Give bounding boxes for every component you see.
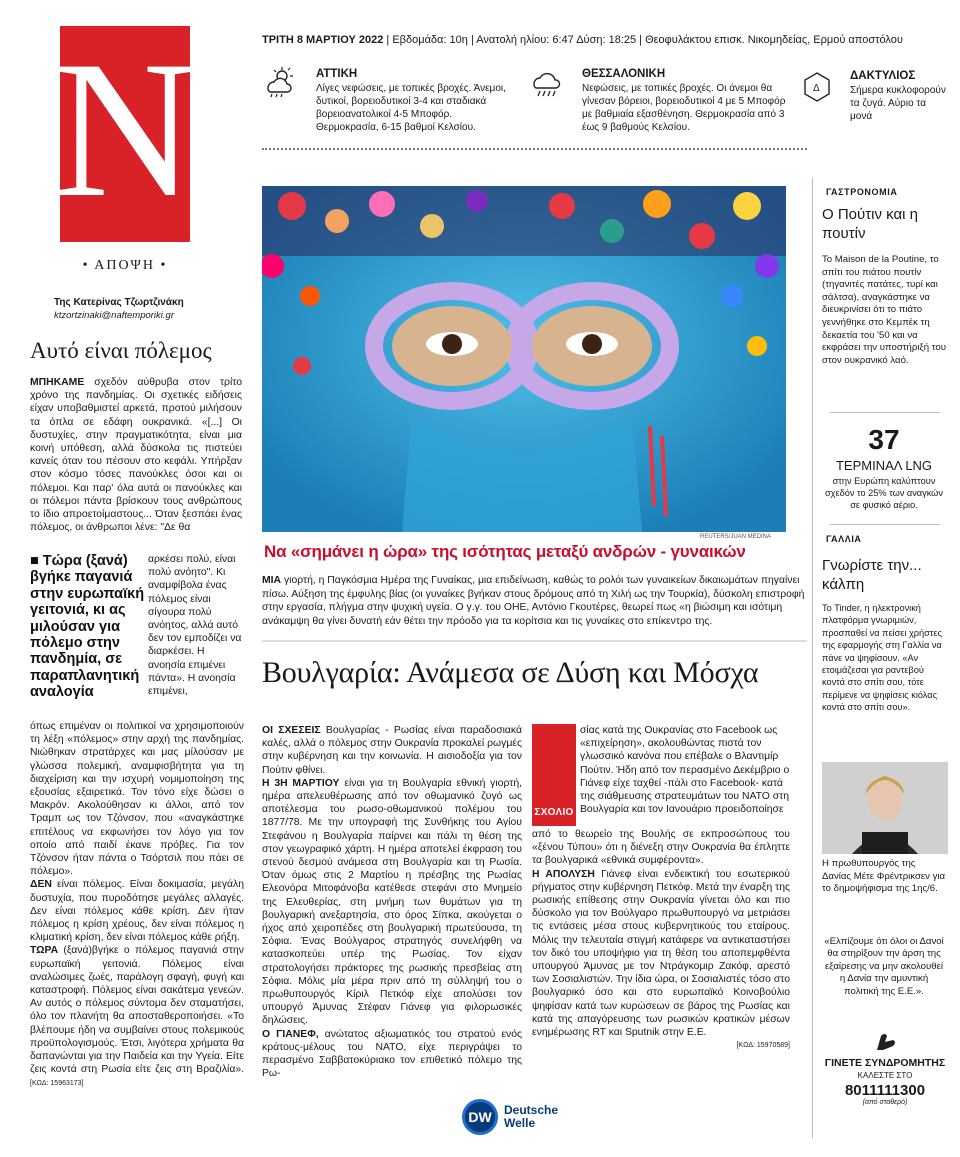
stat-number: 37 <box>868 424 900 455</box>
article-ref-code: [ΚΩΔ: 15970589] <box>736 1042 790 1050</box>
paragraph: όπως επιμέναν οι πολιτικοί να χρησιμοποιούν τη λέξη «πόλεμος» στην αρχή της πανδημίας. Νιώθηκαν στρατάρχες και μας μίλούσαν με γλώσσα πολεμική, αναμφισβήτητα για τη διαχείριση και την ισχυρή νομιμοποίηση της εξουσίας εξαιρετικά. Τον τόνο είχε δώσει ο Μακρόν. Ακολούθησαν κι άλλοι, από τον Τραμπ ως τον Τζόνσον, που «αναγκάστηκε επιτέλους να εκφωνήσει τον λόγο για τον οποίο από παιδί έκανε πρόβες. Για τον Τζόνσον ήταν πάντα ο Τσόρτσιλ που πάει σε πόλεμο». <box>30 721 244 878</box>
opinion-body-part-1 <box>30 376 242 534</box>
date: ΤΡΙΤΗ 8 ΜΑΡΤΙΟΥ 2022 <box>262 34 384 46</box>
masked-woman-illustration <box>262 186 786 532</box>
gastronomy-title[interactable]: Ο Πούτιν και η πουτίν <box>822 206 918 242</box>
prime-minister-photo <box>822 762 948 854</box>
lead-caps: ΜΠΗΚΑΜΕ <box>30 377 85 388</box>
opinion-body-part-3 <box>30 720 244 1091</box>
weather-forecast-text: Νεφώσεις, με τοπικές βροχές. Οι άνεμοι θα γίνεσαν βόρειοι, βορειοδυτικοί 4 με 5 Μποφόρ με βαθμιαία εξασθένηση. Θερμοκρασία από 3 έως 9 βαθμούς Κελσίου. <box>582 83 786 133</box>
author-email[interactable]: ktzortzinaki@naftemporiki.gr <box>54 310 174 321</box>
ring-road-text: Σήμερα κυκλοφορούν τα ζυγά. Αύριο τα μονά <box>850 85 946 122</box>
dw-line-1: Deutsche <box>504 1103 559 1117</box>
phone-hand-icon <box>871 1030 899 1052</box>
portrait-illustration <box>822 762 948 854</box>
subscription-box[interactable] <box>822 1030 948 1134</box>
dw-wordmark <box>504 1104 558 1130</box>
ring-badge-icon <box>800 70 834 104</box>
sidebar-divider <box>812 178 813 1138</box>
paragraph: σχεδόν αύθρυβα στον τρίτο χρόνο της πανδημίας. Οι σχετικές ειδήσεις είχαν υποβαθμιστεί αρκετά, προτού μιλήσουν τα όπλα σε εδάφη ουκρανικά. «[...] Οι δυστυχίες, στην πραγματικότητα, είναι μια κοινή υπόθεση, αλλά δύσκολα τις πιστεύει κανείς όταν του πέσουν στο κεφάλι. Υπήρξαν στον κόσμο τόσες πανούκλες όσοι και οι πόλεμοι. Και παρ' όλα αυτά οι πανούκλες και οι πόλεμοι πάντα βρίσκουν τους ανθρώπους το ίδιο απροετοίμαστους... Όταν ξεσπάει ένας πόλεμος, οι άνθρωποι λένε: "Δε θα <box>30 377 242 534</box>
paragraph: είναι πόλεμος. Είναι δοκιμασία, μεγάλη δυστυχία, που πυροδότησε μεγάλες αλλαγές. Δεν είναι πόλεμος κάθε κρίση. Δεν ήταν πόλεμος η κρίση χρέους, δεν είναι πόλεμος η κλιματική κρίση, δεν είναι πόλεμος κάθε ρήξη. <box>30 879 244 944</box>
lead-caps: ΤΩΡΑ <box>30 945 59 957</box>
paragraph: από το θεωρείο της Βουλής σε εκπροσώπους του «ξένου Τύπου» ότι η διένεξη στην Ουκρανία θα έπληττε τα βουλγαρικά «εθνικά συμφέροντα». <box>532 829 790 867</box>
lead-caps: Η 3Η ΜΑΡΤΙΟΥ <box>262 777 340 789</box>
dw-line-2: Welle <box>504 1116 536 1130</box>
lead-caps: ΔΕΝ <box>30 879 52 891</box>
stat-title: ΤΕΡΜΙΝΑΛ LNG <box>835 458 933 473</box>
opinion-title: Αυτό είναι πόλεμος <box>30 338 212 363</box>
ring-road-title: ΔΑΚΤΥΛΙΟΣ <box>850 70 916 82</box>
weather-forecast-text: Λίγες νεφώσεις, με τοπικές βροχές. Άνεμοι, δυτικοί, βορειοδυτικοί 3-4 και σταδιακά βορειοανατολικοί 4-5 Μποφόρ. Θερμοκρασία, 6-15 βαθμοί Κελσίου. <box>316 83 506 133</box>
weather-region-title: ΘΕΣΣΑΛΟΝΙΚΗ <box>582 68 666 80</box>
main-article-col-2-top <box>580 724 790 816</box>
divider <box>262 640 807 642</box>
week-number: Εβδομάδα: 10η <box>392 34 468 46</box>
lead-caps: ΜΙΑ <box>262 575 282 586</box>
logo-letter: N <box>54 21 196 238</box>
paragraph: σίας κατά της Ουκρανίας στο Facebook ως «επιχείρηση», ακολουθώντας πιστά τον γλωσσικό κανόνα που επέβαλε ο Βλαντιμίρ Πούτιν. Ήδη από τον περασμένο Δεκέμβριο ο Γιάνεφ είχε ταχθεί -πάλι στο Facebook- κατά της σιάθμευσης στρατευμάτων του ΝΑΤΟ στη Βουλγαρία και τον Ιανουάριο προειδοποίησε <box>580 725 790 816</box>
main-article-col-1 <box>262 724 522 1080</box>
paragraph: είναι για τη Βουλγαρία εθνική γιορτή, ημέρα απελευθέρωσης από τον οθωμανικό ζυγό ως αποτέλεσμα του ρωσο-οθωμανικού πολέμου του 1877/78. Με την υπογραφή της Συνθήκης του Αγίου Στεφάνου η Βουλγαρία παίρνει και πάλι τη θέση της στον γεωγραφικό χάρτη. Η ημέρα αποτελεί έκφραση του στενού δεσμού ανάμεσα στη Βουλγαρία και τη Ρωσία. Όταν όμως στις 2 Μαρτίου η πρέσβης της Ρωσίας Ελεονόρα Μιτοφάνοβα κατέθεσε στεφάνι στο Μνημείο της Ελευθερίας, στη μνήμη των θυμάτων για τη βουλγαρική ανεξαρτησία, στο όρος Σίπκα, ακούγεται ο ήχος από χειροπέδες στη βουλγαρική πρωτεύουσα, τη Σόφια. Ένας Βούλγαρος στρατηγός συνελήφθη να κατασκοπεύει υπέρ της Ρωσίας. Τον είχαν στρατολογήσει πράκτορες της ρωσικής πρεσβείας στη Σόφια. Μόλις μία μέρα πριν από τη σύλληψή του ο πρωθυπουργός Κίριλ Πετκόφ είχε απολύσει τον υπουργό Άμυνας Στέφαν Γιάνεφ για φιλορωσικές δηλώσεις. <box>262 777 522 1027</box>
opinion-body-part-2 <box>148 553 244 698</box>
svg-text:Δ: Δ <box>813 83 820 94</box>
quote-text: «Ελπίζουμε ότι όλοι οι Δανοί θα στηρίξουν την άρση της εξαίρεσης να μην ακολουθεί η Δανία την αμυντική πολιτική της Ε.Ε.». <box>824 936 944 997</box>
gastronomy-text: Το Maison de la Poutine, το σπίτι του πιάτου πουτίν (τηγανιτές πατάτες, τυρί και σάλτσα), αναγκάστηκε να διευκρινίσει ότι το πιάτο γεννήθηκε στο Κεμπέκ τη δεκαετία του '50 και να εκφράσει την υποστήριξή του στον ουκρανικό λαό. <box>822 254 946 366</box>
phone-number[interactable]: 8011111300 <box>844 1082 926 1099</box>
main-article-col-2 <box>532 828 790 1052</box>
portrait-caption: Η πρωθυπουργός της Δανίας Μέτε Φρέντρικσεν για το δημοψήφισμα της 1ης/6. <box>822 858 946 895</box>
paragraph: Βουλγαρίας - Ρωσίας είναι παραδοσιακά καλές, αλλά ο πόλεμος στην Ουκρανία προκαλεί ρωγμές στην κυβέρνηση και την κοινωνία. Η αισιοδοξία για τον Πούτιν φθίνει. <box>262 725 523 776</box>
author-name: Της Κατερίνας Τζωρτζινάκη <box>54 297 184 308</box>
article-ref-code: [ΚΩΔ: 15963173] <box>30 1080 84 1088</box>
main-article-title[interactable]: Βουλγαρία: Ανάμεσα σε Δύση και Μόσχα <box>262 656 759 689</box>
weather-region-title: ΑΤΤΙΚΗ <box>316 68 358 80</box>
news-photo <box>262 186 786 532</box>
paragraph: (ξανά)βγήκε ο πόλεμος παγανιά στην ευρωπαϊκή γειτονιά. Πόλεμος είναι αναλώσιμες ζωές, παράλογη σφαγή, φυγή και καταστροφή. Πόλεμος είναι σακάτεμα γενεών. Αν αυτός ο πόλεμος σύντομα δεν σταματήσει, όλο τον πλανήτη θα αποσταθεροποιήσει. «Το βλέπουμε ήδη να συμβαίνει στους πολεμικούς προϋπολογισμούς. Έτσι, λιγότερα χρήματα θα δαπανώνται για την Παιδεία και την Υγεία. Είτε ζεις κοντά στη Ρωσία είτε ζεις στη Βραζιλία». <box>30 945 244 1076</box>
section-label-gastronomy: ΓΑΣΤΡΟΝΟΜΙΑ <box>826 187 898 197</box>
dw-badge: DW <box>462 1099 498 1135</box>
phone-note: (από σταθερό) <box>862 1099 908 1106</box>
cloud-rain-icon <box>530 66 564 100</box>
subscribe-title: ΓΙΝΕΤΕ ΣΥΝΔΡΟΜΗΤΗΣ <box>824 1057 946 1069</box>
lead-caps: Ο ΓΙΑΝΕΦ, <box>262 1028 319 1040</box>
comment-badge-label: ΣΧΟΛΙΟ <box>534 807 574 818</box>
date-bar: ΤΡΙΤΗ 8 ΜΑΡΤΙΟΥ 2022 | Εβδομάδα: 10η | Ανατολή ηλίου: 6:47 Δύση: 18:25 | Θεοφυλάκτου επισκ. Νικομηδείας, Ερμού αποστόλου <box>262 34 903 46</box>
caption-text: γιορτή, η Παγκόσμια Ημέρα της Γυναίκας, μια επιδείνωση, καθώς το ρολόι των γυναικείων δικαιωμάτων πηγαίνει πίσω. Αύξηση της έμφυλης βίας (οι γυναίκες βγήκαν στους δρόμους από τη Χιλή ως την Τουρκία), δύσκολη επιστροφή στην εργασία, πλήγμα στην ψυχική υγεία. Ο γ.γ. του ΟΗΕ, Αντόνιο Γκουτέρες, θεωρεί πως «η βιώσιμη και ισότιμη ανάκαμψη θα γίνει δυνατή εάν θέτει την πρόοδο για τα κορίτσια και τις γυναίκες στο επίκεντρο της. <box>262 575 805 627</box>
france-title[interactable]: Γνωρίστε την... κάλπη <box>822 557 922 593</box>
ring-road-icon <box>800 70 834 109</box>
photo-headline[interactable]: Να «σημάνει η ώρα» της ισότητας μεταξύ ανδρών - γυναικών <box>264 542 746 561</box>
lead-caps: ΟΙ ΣΧΕΣΕΙΣ <box>262 725 321 736</box>
sun-times: Ανατολή ηλίου: 6:47 Δύση: 18:25 <box>476 34 637 46</box>
sun-cloud-rain-icon <box>262 66 296 100</box>
france-text: Το Tinder, η ηλεκτρονική πλατφόρμα γνωριμιών, προσπαθεί να πείσει χρήστες της εφαρμογής στη Γαλλία να πάνε να ψηφίσουν. «Αν ετοιμάζεσαι για ραντεβού κοντά στο σπίτι σου, τότε περίμενε να ψηφίσεις κιόλας κοντά στο σπίτι σου». <box>822 603 942 713</box>
dotted-divider <box>262 148 807 154</box>
comment-badge <box>532 724 576 826</box>
weather-icon-thessaloniki <box>530 66 564 105</box>
paragraph: αρκέσει πολύ, είναι πολύ ανόητο". Κι αναμφίβολα ένας πόλεμος είναι σίγουρα πολύ ανόητος, αλλά αυτό δεν τον εμποδίζει να διαρκέσει. Η ανοησία επιμένει πάντα». Η ανοησία επιμένει, <box>148 554 242 698</box>
opinion-section-label: • ΑΠΟΨΗ • <box>82 258 168 273</box>
divider <box>830 524 940 525</box>
photo-caption <box>262 574 807 628</box>
name-days: Θεοφυλάκτου επισκ. Νικομηδείας, Ερμού αποστόλου <box>645 34 903 46</box>
call-label: ΚΑΛΕΣΤΕ ΣΤΟ <box>857 1071 913 1080</box>
stat-text: στην Ευρώπη καλύπτουν σχεδόν το 25% των αναγκών σε φυσικό αέριο. <box>825 476 943 511</box>
divider <box>830 412 940 413</box>
opinion-pullquote: ■ Τώρα (ξανά) βγήκε παγανιά στην ευρωπαϊκή γειτονιά, κι ας μιλούσαν για πόλεμο στην πανδημία, σε παραπλανητική αναλογία <box>30 553 146 701</box>
deutsche-welle-logo <box>462 1097 602 1137</box>
photo-credit: REUTERS/JUAN MEDINA <box>700 534 772 540</box>
paragraph: ανώτατος αξιωματικός του στρατού ενός κράτους-μέλους του ΝΑΤΟ, είχε περιγράψει το περασμένο Σαββατοκύριακο τον επιθετικό πόλεμο της Ρω- <box>262 1028 522 1080</box>
newspaper-logo <box>54 21 196 242</box>
section-label-france: ΓΑΛΛΙΑ <box>826 534 862 544</box>
paragraph: Γιάνεφ είναι ενδεικτική του εσωτερικού ρήγματος στην κυβέρνηση Πετκόφ. Μετά την έναρξη της ρωσικής επίθεσης στην Ουκρανία γίνεται όλο και πιο δύσκολο για τον Βούλγαρο πρωθυπουργό να μετριάσει τις εντάσεις μέσα στους κυβερνητικούς του εταίρους. Μόλις την τελευταία στιγμή κατάφερε να αντικαταστήσει τον δικό του υποψήφιο για τη θέση του αποπεμφθέντα υπουργού Άμυνας με τον Ντράγκομιρ Ζακόφ, αρεστό των Σοσιαλιστών. Την ίδια ώρα, οι Σοσιαλιστές τόσο στο βουλγαρικό όσο και στο ευρωπαϊκό Κοινοβούλιο ψηφίσαν κατά των κυρώσεων σε βάρος της Ρωσίας και κατά της απαγόρευσης των ρωσικών κρατικών μέσων ενημέρωσης RT και Sputnik στην Ε.Ε. <box>532 868 790 1039</box>
lead-caps: Η ΑΠΟΛΥΣΗ <box>532 868 595 880</box>
weather-icon-athens <box>262 66 312 105</box>
